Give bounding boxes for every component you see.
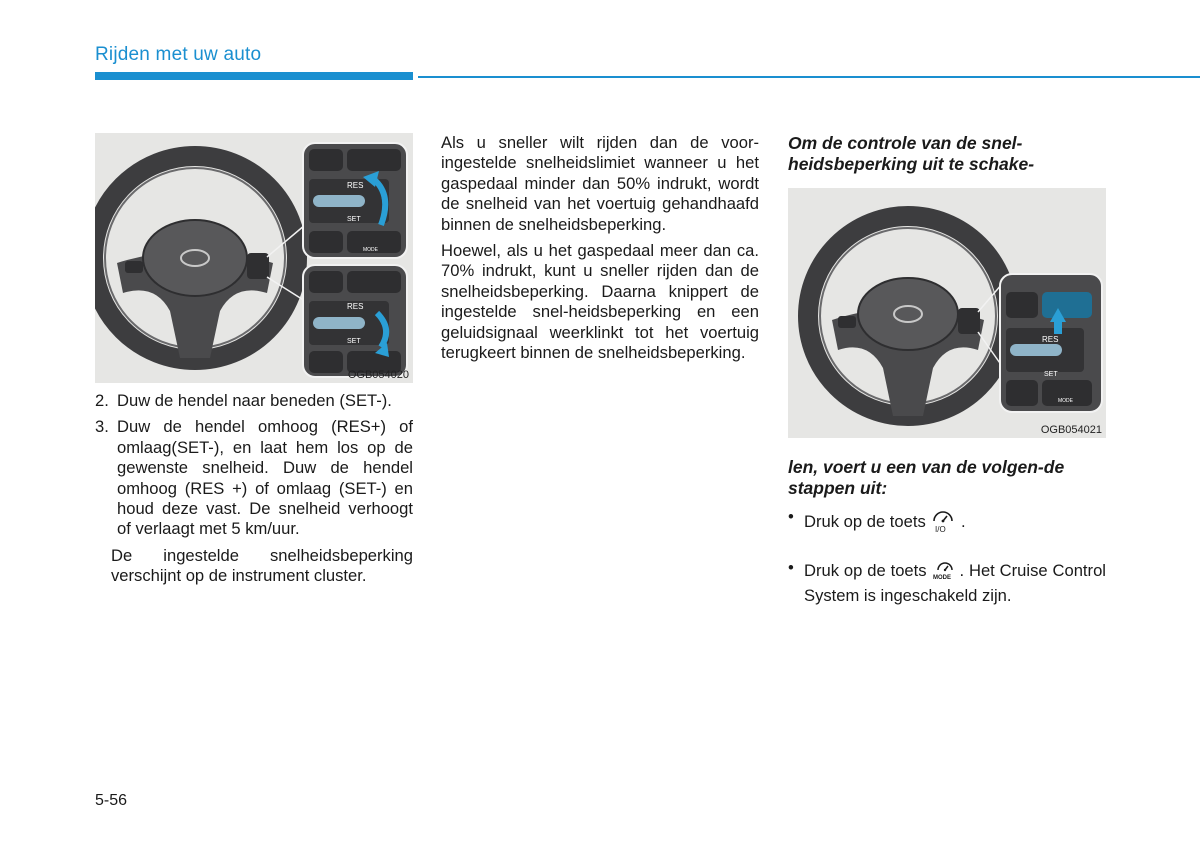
bullet-dot: • [788, 558, 794, 578]
list-item [788, 507, 1106, 538]
bullet-text-before: Druk op de toets [804, 512, 926, 532]
section-heading-part1: Om de controle van de snel-heidsbeperking uit te schake- [788, 133, 1035, 174]
steering-wheel-illustration [788, 188, 1106, 438]
label-res-right: RES [1042, 335, 1059, 344]
bullet-text-after: . [961, 512, 966, 532]
step-text: Duw de hendel omhoog (RES+) of omlaag(SET-), en laat hem los op de gewenste snelheid. Duw de hendel omhoog (RES +) of omlaag (SET-) en houd deze vast. De snelheid verhoogt of verlaagt met 5 km/uur. [117, 417, 413, 539]
speed-limit-on-off-icon [930, 507, 956, 538]
label-set-bottom: SET [347, 338, 361, 345]
steering-wheel-illustration [95, 133, 413, 383]
steering-wheel-figure-right [788, 188, 1106, 438]
label-set-right: SET [1044, 371, 1058, 378]
paragraph: Als u sneller wilt rijden dan de voor-ingestelde snelheidslimiet wanneer u het gaspedaal minder dan 50% indrukt, wordt de snelheid van het voertuig gehandhaafd binnen de snelheidsbeperking. [441, 133, 759, 234]
speed-limit-mode-icon [931, 558, 959, 585]
list-item [95, 391, 413, 411]
middle-column [441, 133, 759, 369]
page-number: 5-56 [95, 792, 128, 809]
label-mode-top: MODE [363, 247, 378, 253]
bullet-list [788, 507, 1106, 606]
icon-label-mode: MODE [933, 575, 952, 581]
list-item [95, 417, 413, 539]
steps-list [95, 391, 413, 540]
section-heading-part2: len, voert u een van de volgen-de stappen uit: [788, 457, 1065, 498]
left-column [95, 391, 413, 593]
icon-label-io: I/O [935, 525, 947, 533]
right-column-lower [788, 457, 1106, 606]
steering-wheel-figure-left [95, 133, 413, 383]
step-number: 3. [95, 417, 109, 437]
paragraph: Hoewel, als u het gaspedaal meer dan ca. 70% indrukt, kunt u sneller rijden dan de snelheidsbeperking. Daarna knippert de ingestelde snel-heidsbeperking en een geluidsignaal weerklinkt tot het voertuig terugkeert binnen de snelheidsbeperking. [441, 241, 759, 363]
section-header-title: Rijden met uw auto [95, 44, 262, 65]
list-item [788, 558, 1106, 606]
label-mode-right: MODE [1058, 398, 1073, 404]
figure-code-left: OGB054020 [347, 369, 409, 381]
step-number: 2. [95, 391, 109, 410]
header-rule-thick [95, 72, 413, 80]
bullet-dot: • [788, 507, 794, 526]
label-set-top: SET [347, 216, 361, 223]
label-res-top: RES [347, 181, 364, 190]
bullet-text-before: Druk op de toets [804, 561, 927, 581]
step-text: Duw de hendel naar beneden (SET-). [117, 391, 392, 410]
figure-code-right: OGB054021 [1040, 424, 1102, 436]
bullet-text-after: . Het Cruise Control System is ingeschakeld zijn. [804, 561, 1106, 605]
label-res-bottom: RES [347, 302, 364, 311]
note-paragraph: De ingestelde snelheidsbeperking verschijnt op de instrument cluster. [111, 545, 413, 586]
header-rule-thin [418, 76, 1200, 78]
